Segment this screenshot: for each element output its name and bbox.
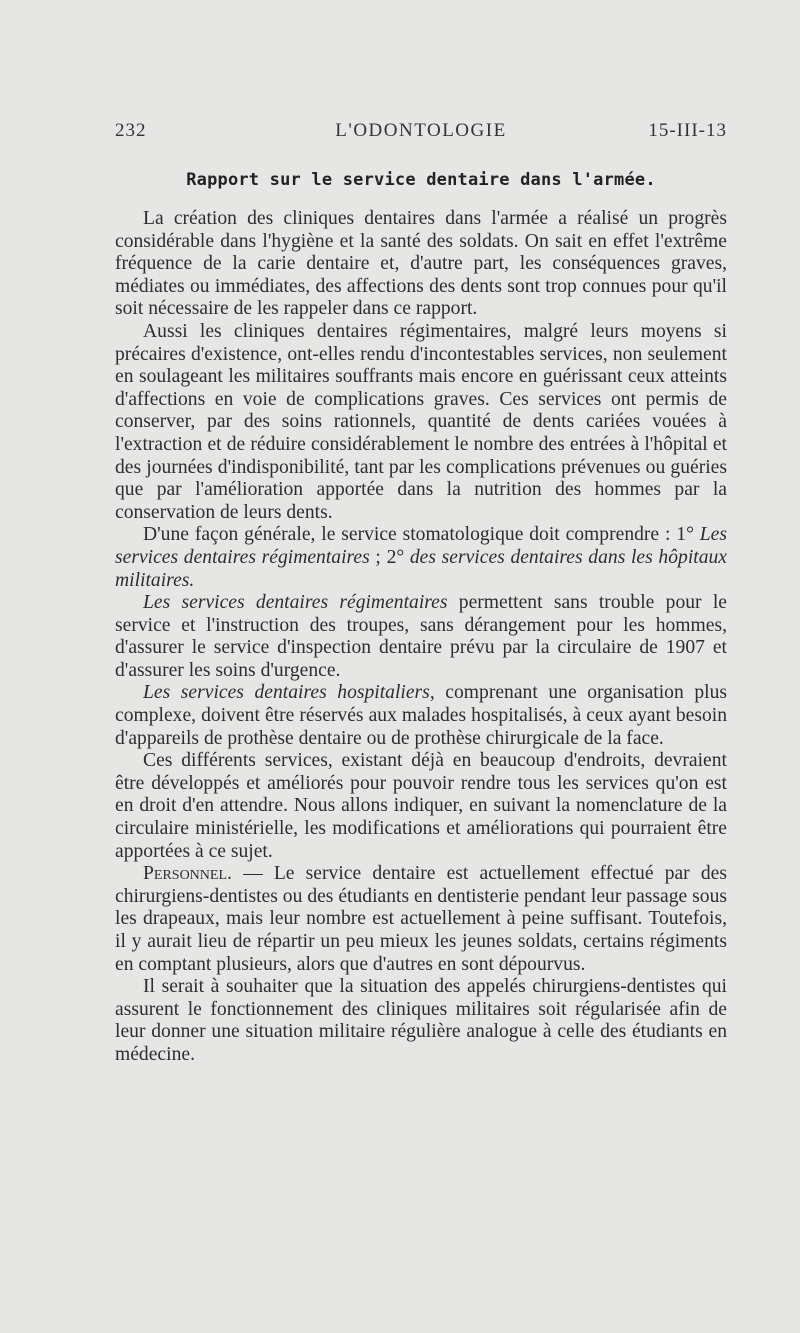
italic-phrase: Les services dentaires régimentaires	[115, 524, 728, 568]
paragraph	[115, 524, 727, 592]
journal-title: L'ODONTOLOGIE	[335, 120, 507, 141]
paragraph-text: D'une façon générale, le service stomatologique doit comprendre :	[143, 524, 677, 546]
paragraph: Aussi les cliniques dentaires régimentaires, malgré leurs moyens si précaires d'existence, ont-elles rendu d'incontestables services, non seulement en soulageant les militaires souffrants mais encore en guérissant ceux atteints d'affections en voie de complications graves. Ces services ont permis de conserver, par des soins rationnels, quantité de dents cariées vouées à l'extraction et de réduire considérablement le nombre des entrées à l'hôpital et des journées d'indisponibilité, tant par les complications prévenues ou guéries que par l'amélioration apportée dans la nutrition des hommes par la conservation de leurs dents.	[115, 320, 727, 523]
italic-phrase: Les services dentaires hospitaliers	[143, 682, 430, 704]
separator: ;	[369, 546, 387, 568]
article-body	[115, 208, 727, 1067]
list-number-1: 1°	[676, 524, 694, 546]
article-title: Rapport sur le service dentaire dans l'armée.	[186, 170, 656, 190]
section-heading: Personnel.	[143, 863, 232, 885]
paragraph: Il serait à souhaiter que la situation des appelés chirurgiens-dentistes qui assurent le fonctionnement des cliniques militaires soit régularisée afin de leur donner une situation militaire régulière analogue à celle des étudiants en médecine.	[115, 976, 727, 1065]
paragraph	[115, 592, 727, 682]
paragraph: Ces différents services, existant déjà en beaucoup d'endroits, devraient être développés et améliorés pour pouvoir rendre tous les services qu'on est en droit d'en attendre. Nous allons indiquer, en suivant la nomenclature de la circulaire ministérielle, les modifications et améliorations qui pourraient être apportées à ce sujet.	[115, 750, 727, 862]
italic-phrase: des services dentaires dans les hôpitaux militaires.	[115, 546, 727, 591]
paragraph: La création des cliniques dentaires dans l'armée a réalisé un progrès considérable dans l'hygiène et la santé des soldats. On sait en effet l'extrême fréquence de la carie dentaire et, d'autre part, les conséquences graves, médiates ou immédiates, des affections des dents sont trop connues pour qu'il soit nécessaire de les rappeler dans ce rapport.	[115, 208, 727, 320]
list-number-2: 2°	[386, 546, 405, 568]
paragraph-text: permettent sans trouble pour le service et l'instruction des troupes, sans dérangement pour les hommes, d'assurer le service d'inspection dentaire prévu par la circulaire de 1907 et d'assurer les soins d'urgence.	[115, 592, 727, 681]
italic-phrase: Les services dentaires régimentaires	[143, 592, 448, 614]
paragraph-text: , comprenant une organisation plus complexe, doivent être réservés aux malades hospitalisés, à ceux ayant besoin d'appareils de prothèse dentaire ou de prothèse chirurgicale de la face.	[115, 682, 727, 749]
paragraph	[115, 682, 727, 750]
running-head	[115, 120, 727, 146]
page-number: 232	[115, 120, 147, 141]
paragraph	[115, 863, 727, 976]
issue-date: 15-III-13	[648, 120, 727, 141]
paragraph-text: — Le service dentaire est actuellement effectué par des chirurgiens-dentistes ou des étudiants en dentisterie pendant leur passage sous les drapeaux, mais leur nombre est actuellement à peine suffisant. Toutefois, il y aurait lieu de répartir un peu mieux les jeunes soldats, certains régiments en comptant plusieurs, alors que d'autres en sont dépourvus.	[115, 863, 727, 975]
